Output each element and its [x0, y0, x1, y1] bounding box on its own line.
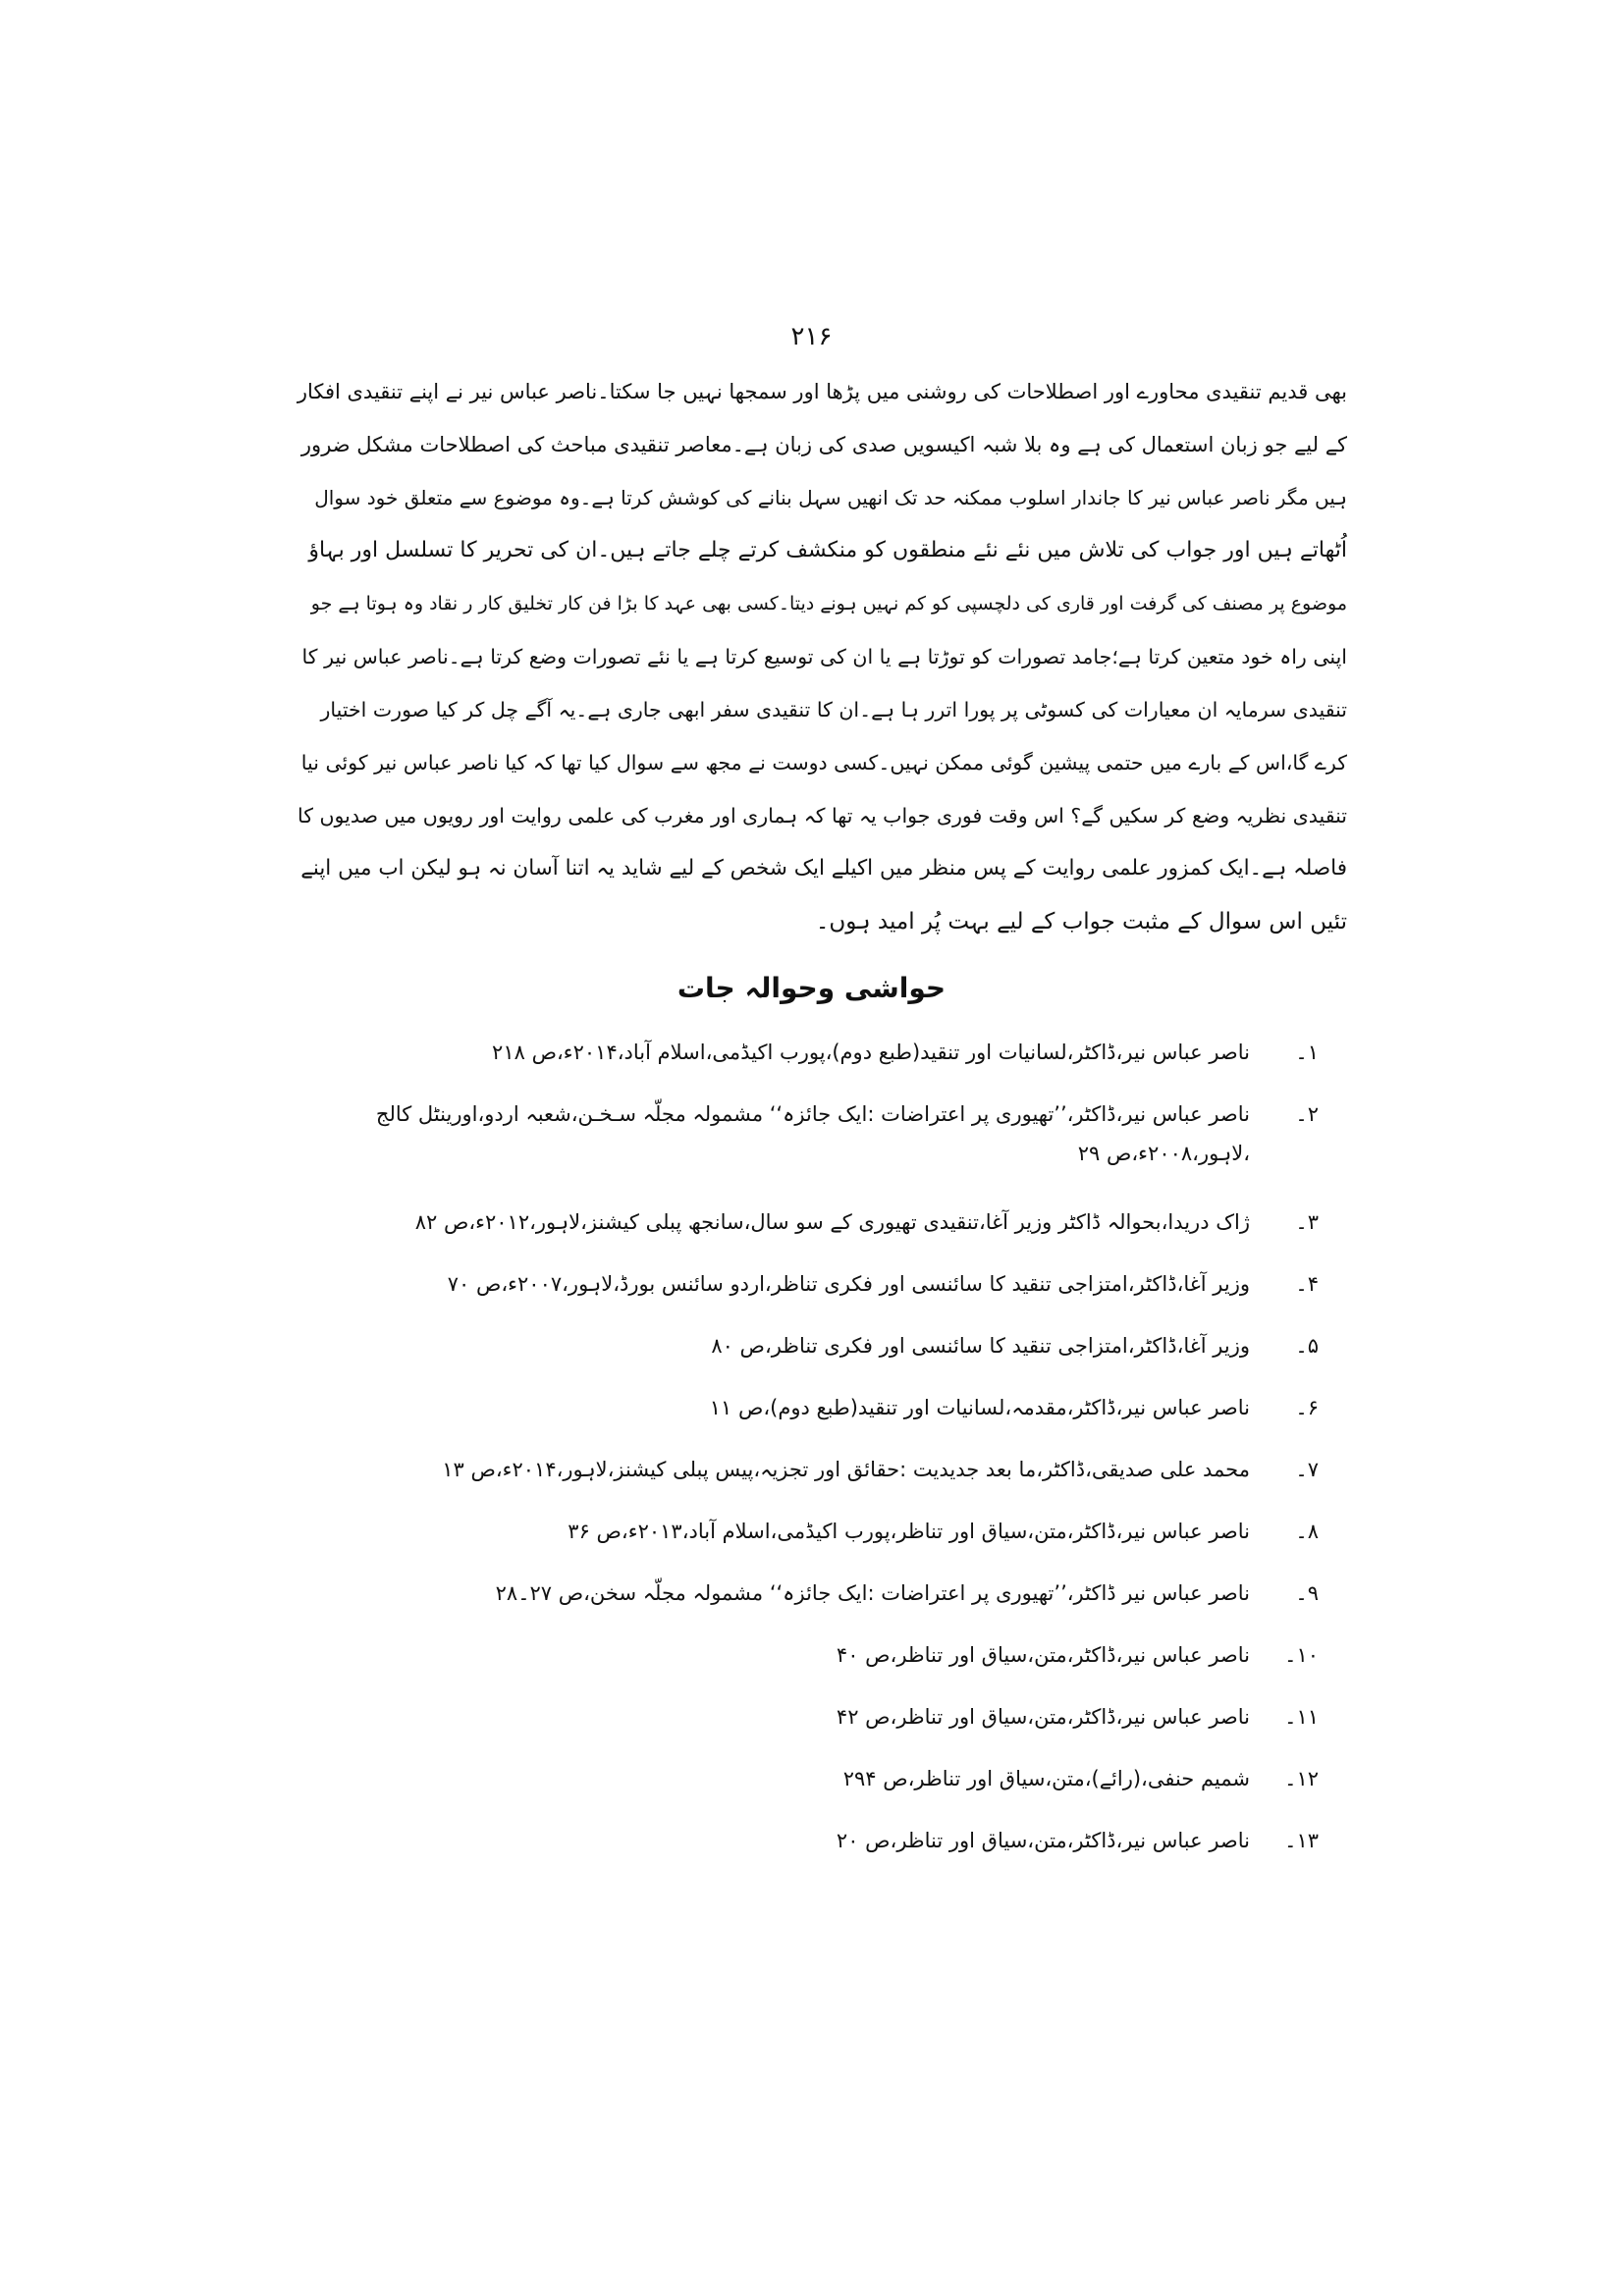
body-line: موضوع پر مصنف کی گرفت اور قاری کی دلچسپی کو کم نہیں ہونے دیتا۔کسی بھی عہد کا بڑا فن کار تخلیق کار ر نقاد وہ ہوتا ہے جو [310, 593, 1347, 614]
reference-text: ناصر عباس نیر،ڈاکٹر،متن،سیاق اور تناظر،ص ۲۰ [836, 1829, 1250, 1852]
reference-item [278, 1512, 1319, 1551]
reference-item [278, 1326, 1319, 1365]
reference-text: وزیر آغا،ڈاکٹر،امتزاجی تنقید کا سائنسی اور فکری تناظر،ص ۸۰ [711, 1334, 1250, 1358]
reference-item [278, 1033, 1319, 1072]
body-line: تئیں اس سوال کے مثبت جواب کے لیے بہت پُر امید ہوں۔ [815, 909, 1347, 934]
reference-number: ۸۔ [1295, 1520, 1319, 1543]
reference-item [278, 1095, 1319, 1173]
page-number: ۲۱۶ [790, 322, 833, 351]
reference-text: شمیم حنفی،(رائے)،متن،سیاق اور تناظر،ص ۲۹۴ [842, 1767, 1250, 1790]
reference-item [278, 1635, 1319, 1675]
reference-number: ۱۔ [1295, 1041, 1319, 1064]
body-line: اُٹھاتے ہیں اور جواب کی تلاش میں نئے نئے منطقوں کو منکشف کرتے چلے جاتے ہیں۔ان کی تحریر کا تسلسل اور بہاؤ [308, 538, 1347, 562]
reference-item [278, 1202, 1319, 1242]
reference-number: ۷۔ [1295, 1458, 1319, 1481]
body-paragraph [297, 365, 1347, 948]
reference-item [278, 1450, 1319, 1489]
reference-item [278, 1264, 1319, 1304]
body-line: کرے گا،اس کے بارے میں حتمی پیشین گوئی ممکن نہیں۔کسی دوست نے مجھ سے سوال کیا تھا کہ کیا ناصر عباس نیر کوئی نیا [300, 751, 1347, 774]
reference-text-block [278, 1095, 1250, 1173]
reference-text: ناصر عباس نیر،ڈاکٹر،متن،سیاق اور تناظر،ص ۴۰ [836, 1643, 1250, 1667]
reference-item [278, 1574, 1319, 1613]
reference-number: ۱۲۔ [1284, 1767, 1319, 1790]
body-line: فاصلہ ہے۔ایک کمزور علمی روایت کے پس منظر میں اکیلے ایک شخص کے لیے شاید یہ اتنا آسان نہ ہو لیکن اب میں اپنے [300, 856, 1347, 881]
reference-number: ۳۔ [1295, 1210, 1319, 1234]
body-line: تنقیدی سرمایہ ان معیارات کی کسوٹی پر پورا اترر ہا ہے۔ان کا تنقیدی سفر ابھی جاری ہے۔یہ آگے چل کر کیا صورت اختیار [320, 698, 1347, 721]
reference-number: ۵۔ [1295, 1334, 1319, 1358]
reference-number: ۹۔ [1295, 1581, 1319, 1605]
reference-item [278, 1697, 1319, 1736]
reference-text: ژاک دریدا،بحوالہ ڈاکٹر وزیر آغا،تنقیدی تھیوری کے سو سال،سانجھ پبلی کیشنز،لاہور،۲۰۱۲ء،ص ۸۲ [414, 1210, 1250, 1234]
body-line: بھی قدیم تنقیدی محاورے اور اصطلاحات کی روشنی میں پڑھا اور سمجھا نہیں جا سکتا۔ناصر عباس نیر نے اپنے تنقیدی افکار [297, 380, 1347, 403]
reference-text: ناصر عباس نیر،ڈاکٹر،مقدمہ،لسانیات اور تنقید(طبع دوم)،ص ۱۱ [709, 1396, 1250, 1419]
reference-number: ۱۳۔ [1284, 1829, 1319, 1852]
reference-number: ۴۔ [1295, 1272, 1319, 1296]
body-line: اپنی راہ خود متعین کرتا ہے؛جامد تصورات کو توڑتا ہے یا ان کی توسیع کرتا ہے یا نئے تصورات وضع کرتا ہے۔ناصر عباس نیر کا [301, 645, 1347, 668]
reference-number: ۲۔ [1295, 1102, 1319, 1126]
body-line: ہیں مگر ناصر عباس نیر کا جاندار اسلوب ممکنہ حد تک انھیں سہل بنانے کی کوشش کرتا ہے۔وہ موضوع سے متعلق خود سوال [314, 486, 1347, 509]
reference-text: ناصر عباس نیر،ڈاکٹر،’’تھیوری پر اعتراضات :ایک جائزہ‘‘ مشمولہ مجلّہ سـخـن،شعبہ اردو،اورینٹل کالج [375, 1102, 1250, 1126]
body-line: کے لیے جو زبان استعمال کی ہے وہ بلا شبہ اکیسویں صدی کی زبان ہے۔معاصر تنقیدی مباحث کی اصطلاحات مشکل ضرور [300, 433, 1347, 456]
references-heading: حواشی وحوالہ جات [676, 972, 947, 1004]
reference-number: ۱۱۔ [1284, 1705, 1319, 1729]
reference-number: ۱۰۔ [1284, 1643, 1319, 1667]
reference-text: ناصر عباس نیر ڈاکٹر،’’تھیوری پر اعتراضات :ایک جائزہ‘‘ مشمولہ مجلّہ سخن،ص ۲۷۔۲۸ [495, 1581, 1250, 1605]
body-line: تنقیدی نظریہ وضع کر سکیں گے؟ اس وقت فوری جواب یہ تھا کہ ہماری اور مغرب کی علمی روایت اور رویوں میں صدیوں کا [297, 804, 1347, 828]
references-list [278, 1033, 1319, 1883]
reference-text-continuation: ،لاہور،۲۰۰۸ء،ص ۲۹ [1077, 1142, 1250, 1165]
reference-text: محمد علی صدیقی،ڈاکٹر،ما بعد جدیدیت :حقائق اور تجزیہ،پیس پبلی کیشنز،لاہور،۲۰۱۴ء،ص ۱۳ [442, 1458, 1250, 1481]
reference-item [278, 1388, 1319, 1427]
reference-item [278, 1759, 1319, 1798]
reference-text: ناصر عباس نیر،ڈاکٹر،متن،سیاق اور تناظر،پورب اکیڈمی،اسلام آباد،۲۰۱۳ء،ص ۳۶ [568, 1520, 1250, 1543]
reference-text: ناصر عباس نیر،ڈاکٹر،متن،سیاق اور تناظر،ص ۴۲ [836, 1705, 1250, 1729]
reference-text: وزیر آغا،ڈاکٹر،امتزاجی تنقید کا سائنسی اور فکری تناظر،اردو سائنس بورڈ،لاہور،۲۰۰۷ء،ص ۷۰ [447, 1272, 1250, 1296]
reference-text: ناصر عباس نیر،ڈاکٹر،لسانیات اور تنقید(طبع دوم)،پورب اکیڈمی،اسلام آباد،۲۰۱۴ء،ص ۲۱۸ [492, 1041, 1250, 1064]
reference-item [278, 1821, 1319, 1860]
reference-number: ۶۔ [1295, 1396, 1319, 1419]
